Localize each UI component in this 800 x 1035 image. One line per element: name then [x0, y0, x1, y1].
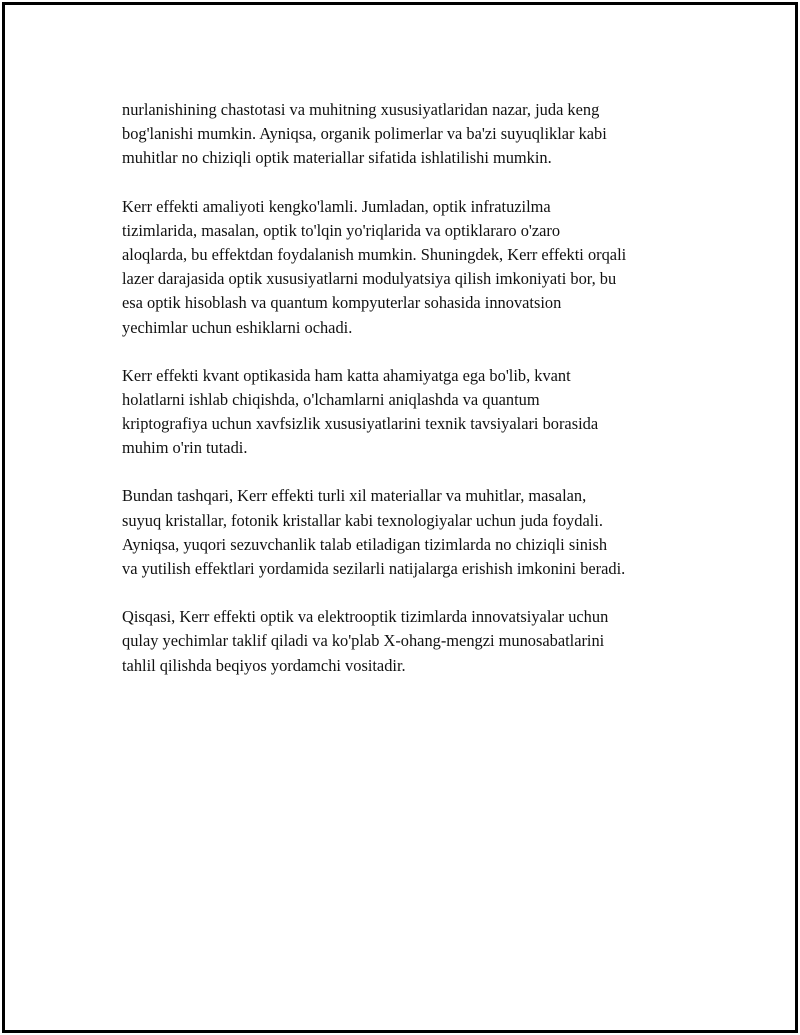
text-line: bog'lanishi mumkin. Ayniqsa, organik polimerlar va ba'zi suyuqliklar kabi	[122, 124, 607, 144]
paragraph-4	[122, 484, 712, 581]
text-line: Bundan tashqari, Kerr effekti turli xil materiallar va muhitlar, masalan,	[122, 486, 587, 506]
text-line: va yutilish effektlari yordamida sezilarli natijalarga erishish imkonini beradi.	[122, 559, 626, 578]
paragraph-2	[122, 195, 712, 340]
text-line: nurlanishining chastotasi va muhitning xususiyatlaridan nazar, juda keng	[122, 100, 600, 119]
text-line: aloqlarda, bu effektdan foydalanish mumkin. Shuningdek, Kerr effekti orqali	[122, 244, 627, 264]
text-line: tizimlarida, masalan, optik to'lqin yo'riqlarida va optiklararo o'zaro	[122, 220, 561, 240]
text-line: muhim o'rin tutadi.	[122, 438, 248, 458]
page-frame	[2, 2, 798, 1033]
text-line: muhitlar no chiziqli optik materiallar sifatida ishlatilishi mumkin.	[122, 148, 552, 168]
text-line: Kerr effekti kvant optikasida ham katta ahamiyatga ega bo'lib, kvant	[122, 365, 571, 385]
text-line: esa optik hisoblash va quantum kompyuterlar sohasida innovatsion	[122, 293, 562, 313]
paragraph-1	[122, 98, 712, 171]
document-body	[122, 98, 712, 702]
paragraph-5	[122, 605, 712, 678]
text-line: Kerr effekti amaliyoti kengko'lamli. Jumladan, optik infratuzilma	[122, 196, 551, 216]
text-line: yechimlar uchun eshiklarni ochadi.	[122, 317, 353, 337]
text-line: qulay yechimlar taklif qiladi va ko'plab X-ohang-mengzi munosabatlarini	[122, 631, 605, 651]
text-line: suyuq kristallar, fotonik kristallar kabi texnologiyalar uchun juda foydali.	[122, 510, 603, 530]
paragraph-3	[122, 364, 712, 461]
text-line: kriptografiya uchun xavfsizlik xususiyatlarini texnik tavsiyalari borasida	[122, 414, 599, 434]
text-line: lazer darajasida optik xususiyatlarni modulyatsiya qilish imkoniyati bor, bu	[122, 269, 617, 289]
text-line: holatlarni ishlab chiqishda, o'lchamlarni aniqlashda va quantum	[122, 389, 540, 409]
text-line: Ayniqsa, yuqori sezuvchanlik talab etiladigan tizimlarda no chiziqli sinish	[122, 534, 608, 554]
text-line: tahlil qilishda beqiyos yordamchi vositadir.	[122, 655, 406, 675]
text-line: Qisqasi, Kerr effekti optik va elektrooptik tizimlarda innovatsiyalar uchun	[122, 607, 609, 627]
